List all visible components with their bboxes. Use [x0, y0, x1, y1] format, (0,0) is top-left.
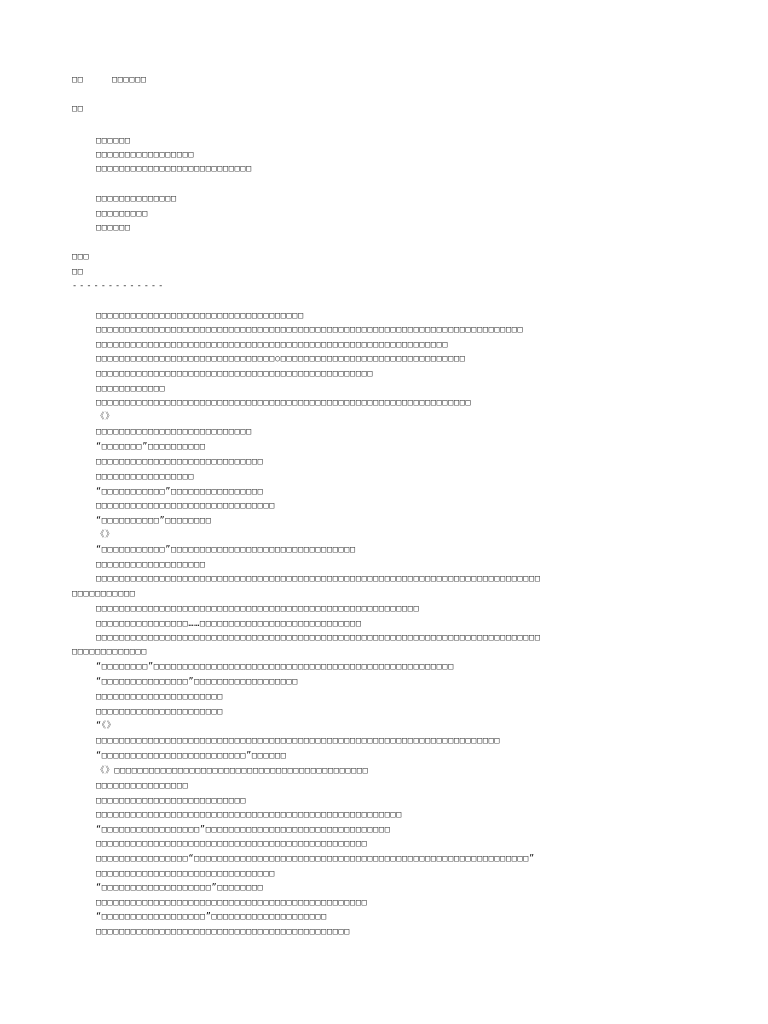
- intro-line: □□□□□□: [96, 136, 131, 146]
- body-line: 《》: [96, 412, 115, 422]
- body-line: □□□□□□□□□□□□□□□□□□□□□□□□□□□□□□□□□□□□□□□□□□□□□□□□: [96, 369, 374, 379]
- body-line: □□□□□□□□□□□□□□□□□: [96, 472, 195, 482]
- body-line: □□□□□□□□□□□□□□□□□□□□□□□□□□□□□□□□□□□□□□□□□□□□□□□□□□□□□□□□□□□□□□□□□□□□□□: [96, 736, 501, 746]
- body-line: 《》: [96, 530, 115, 540]
- body-line: □□□□□□□□□□□□□□□□□□□□□□□□□□□□□: [96, 457, 264, 467]
- body-line: □□□□□□□□□□□□□: [72, 647, 148, 657]
- body-line: □□□□□□□□□□□□□□□□□□□□□□□□□□□□□□□□□□□□□□□□□□□□□□□□□□□□□□□□: [96, 604, 420, 614]
- body-line: “□□□□□□□□□□□”□□□□□□□□□□□□□□□□: [96, 487, 264, 497]
- header-title-left: □□: [72, 75, 84, 85]
- body-line: □□□□□□□□□□□□□□□□“□□□□□□□□□□□□□□□□□□□□□□□□□□□□□□□□□□□□□□□□□□□□□□□□□□□□□□□□□□”: [96, 854, 535, 864]
- intro-line: □□□□□□: [96, 223, 131, 233]
- body-line: □□□□□□□□□□□□□□□□□□□□□□□□□□□□□□□: [96, 501, 275, 511]
- body-line: □□□□□□□□□□□□□□□□□□□□□□□□□□□□□□□□□□□□: [96, 311, 304, 321]
- body-line: □□□□□□□□□□□□□□□□□□□: [96, 560, 206, 570]
- intro-line: □□□□□□□□□□□□□□□□□: [96, 150, 195, 160]
- body-line: □□□□□□□□□□□□□□□□□□□□□□□□□□□□□□□□□□□□□□□□□□□□□□□□□□□□□□□□□□□□□□□□□: [96, 398, 472, 408]
- body-line: “□□□□□□□□□□”□□□□□□□□: [96, 516, 212, 526]
- body-line: □□□□□□□□□□□□□□□□□□□□□□□□□□□□□□□□□□□□□□□□□□□□□□□□□□□□□□□□□□□□□□□□□□□□□□□□□□: [96, 325, 524, 335]
- section-rule: -------------: [72, 281, 166, 291]
- body-line: □□□□□□□□□□□□□□□□□□□□□□□□□□□□□□□□□□□□□□□□□□□□□□□□□□□□□□□□□□□□□□□□□□□□□□□□□□□□□: [96, 633, 541, 643]
- body-line: “□□□□□□□□□□□”□□□□□□□□□□□□□□□□□□□□□□□□□□□□□□□□: [96, 545, 356, 555]
- body-line: □□□□□□□□□□□: [72, 589, 136, 599]
- body-line: □□□□□□□□□□□□: [96, 384, 166, 394]
- intro-line: □□□□□□□□□□□□□□: [96, 194, 177, 204]
- body-line: □□□□□□□□□□□□□□□□□□□□□□□□□□□□□□□□□□□□□□□□□□□□□□□: [96, 898, 368, 908]
- body-line: 《》□□□□□□□□□□□□□□□□□□□□□□□□□□□□□□□□□□□□□□□□□□□□: [96, 766, 369, 776]
- body-line: □□□□□□□□□□□□□□□□: [96, 781, 189, 791]
- body-line: □□□□□□□□□□□□□□□□□□□□□□□□□□□□□□□□□□□□□□□□□□□□□□□□□□□□□: [96, 810, 403, 820]
- section-title: □□□: [72, 252, 90, 262]
- body-line: □□□□□□□□□□□□□□□□□□□□□□□□□□□: [96, 427, 252, 437]
- body-line: “《》: [96, 721, 116, 731]
- body-line: □□□□□□□□□□□□□□□□……□□□□□□□□□□□□□□□□□□□□□□□□□□□□: [96, 619, 362, 629]
- body-line: □□□□□□□□□□□□□□□□□□□□□□□□□□□□□□□○□□□□□□□□□□□□□□□□□□□□□□□□□□□□□□□□: [96, 354, 466, 364]
- body-line: “□□□□□□□”□□□□□□□□□□: [96, 442, 206, 452]
- body-line: “□□□□□□□□□□□□□□□□□□□□□□□□□”□□□□□□: [96, 751, 287, 761]
- body-line: □□□□□□□□□□□□□□□□□□□□□□□□□□□□□□□□□□□□□□□□□□□□□□□□□□□□□□□□□□□□□□□□□□□□□□□□□□□□□: [96, 574, 541, 584]
- body-line: □□□□□□□□□□□□□□□□□□□□□□□□□□□□□□□□□□□□□□□□□□□□□□□□□□□□□□□□□□□□□: [96, 340, 449, 350]
- body-line: “□□□□□□□□□□□□□□□”□□□□□□□□□□□□□□□□□□: [96, 677, 299, 687]
- body-line: □□□□□□□□□□□□□□□□□□□□□□: [96, 707, 224, 717]
- body-line: □□□□□□□□□□□□□□□□□□□□□□□□□□: [96, 796, 247, 806]
- intro-line: □□□□□□□□□□□□□□□□□□□□□□□□□□□: [96, 164, 252, 174]
- header-subheading: □□: [72, 104, 84, 114]
- body-line: “□□□□□□□□□□□□□□□□□□”□□□□□□□□□□□□□□□□□□□□: [96, 912, 327, 922]
- section-subtitle: □□: [72, 267, 84, 277]
- intro-line: □□□□□□□□□: [96, 209, 148, 219]
- body-line: “□□□□□□□□□□□□□□□□□□□”□□□□□□□□: [96, 883, 264, 893]
- body-line: □□□□□□□□□□□□□□□□□□□□□□: [96, 692, 224, 702]
- body-line: □□□□□□□□□□□□□□□□□□□□□□□□□□□□□□□□□□□□□□□□□□□□: [96, 927, 351, 937]
- body-line: “□□□□□□□□□□□□□□□□□”□□□□□□□□□□□□□□□□□□□□□□□□□□□□□□□□: [96, 825, 391, 835]
- header-title-right: □□□□□□: [112, 75, 147, 85]
- body-line: □□□□□□□□□□□□□□□□□□□□□□□□□□□□□□□□□□□□□□□□□□□□□□□: [96, 839, 368, 849]
- body-line: “□□□□□□□□”□□□□□□□□□□□□□□□□□□□□□□□□□□□□□□□□□□□□□□□□□□□□□□□□□□□□: [96, 662, 454, 672]
- body-line: □□□□□□□□□□□□□□□□□□□□□□□□□□□□□□□: [96, 869, 275, 879]
